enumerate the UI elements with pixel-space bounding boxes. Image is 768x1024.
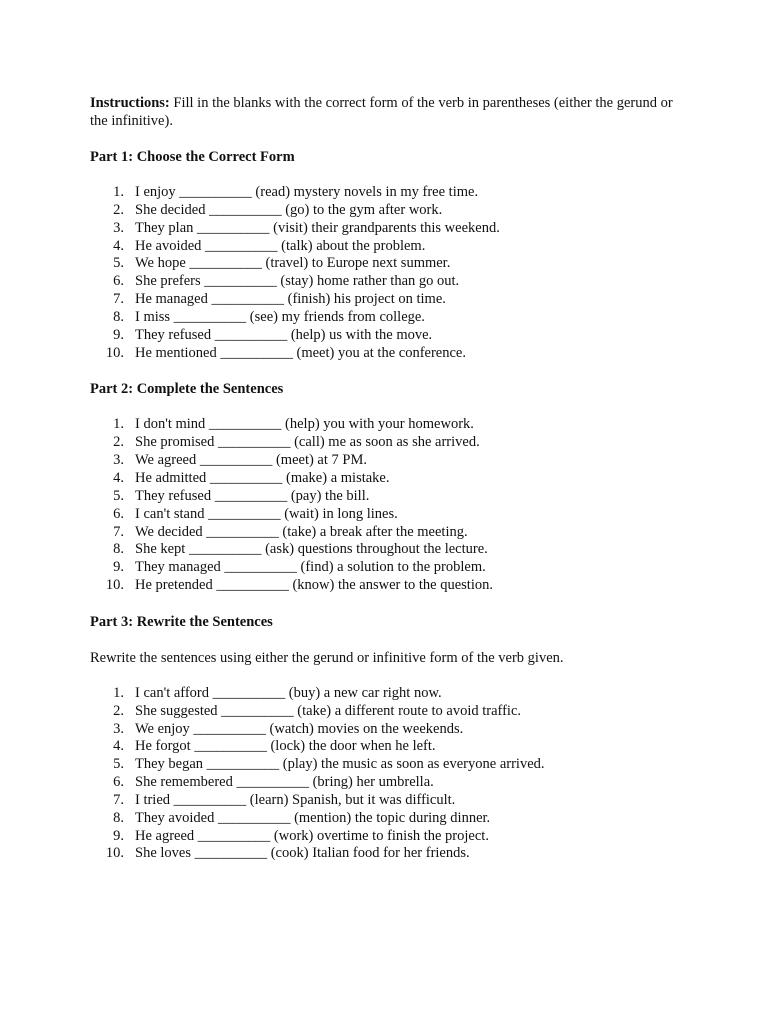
instructions-text: Fill in the blanks with the correct form of the verb in parentheses (either the gerund or the infinitive). xyxy=(90,95,673,129)
list-item xyxy=(90,792,690,810)
item-text: They began __________ (play) the music as soon as everyone arrived. xyxy=(135,756,545,773)
item-number: 8. xyxy=(113,308,124,325)
item-text: She remembered __________ (bring) her umbrella. xyxy=(135,774,434,791)
part3-list xyxy=(90,685,690,863)
item-text: He pretended __________ (know) the answer to the question. xyxy=(135,577,493,594)
item-text: They refused __________ (pay) the bill. xyxy=(135,487,370,504)
list-item xyxy=(90,774,690,792)
item-number: 9. xyxy=(113,827,124,844)
part2-list xyxy=(90,416,690,594)
list-item xyxy=(90,541,690,559)
item-number: 3. xyxy=(113,219,124,236)
list-item xyxy=(90,470,690,488)
item-text: I miss __________ (see) my friends from college. xyxy=(135,308,425,325)
item-number: 3. xyxy=(113,452,124,469)
part3-heading: Part 3: Rewrite the Sentences xyxy=(90,613,273,630)
item-text: They managed __________ (find) a solution to the problem. xyxy=(135,559,486,576)
item-text: She loves __________ (cook) Italian food for her friends. xyxy=(135,845,470,862)
item-number: 4. xyxy=(113,738,124,755)
list-item xyxy=(90,309,690,327)
list-item xyxy=(90,577,690,595)
item-number: 1. xyxy=(113,684,124,701)
item-text: He forgot __________ (lock) the door when he left. xyxy=(135,738,436,755)
part3-intro: Rewrite the sentences using either the gerund or infinitive form of the verb given. xyxy=(90,649,564,666)
list-item xyxy=(90,291,690,309)
list-item xyxy=(90,738,690,756)
item-number: 9. xyxy=(113,559,124,576)
list-item xyxy=(90,506,690,524)
list-item xyxy=(90,452,690,470)
item-number: 7. xyxy=(113,291,124,308)
item-number: 3. xyxy=(113,720,124,737)
item-text: We enjoy __________ (watch) movies on the weekends. xyxy=(135,720,464,737)
item-number: 2. xyxy=(113,201,124,218)
list-item xyxy=(90,434,690,452)
item-number: 10. xyxy=(105,577,124,594)
item-number: 6. xyxy=(113,273,124,290)
list-item xyxy=(90,416,690,434)
item-text: She decided __________ (go) to the gym after work. xyxy=(135,201,443,218)
item-text: I enjoy __________ (read) mystery novels in my free time. xyxy=(135,184,479,200)
list-item xyxy=(90,524,690,542)
item-number: 4. xyxy=(113,469,124,486)
list-item xyxy=(90,559,690,577)
item-text: They plan __________ (visit) their grandparents this weekend. xyxy=(135,219,500,236)
item-text: I can't afford __________ (buy) a new car right now. xyxy=(135,684,442,701)
item-number: 4. xyxy=(113,237,124,254)
list-item xyxy=(90,721,690,739)
item-number: 8. xyxy=(113,541,124,558)
item-number: 6. xyxy=(113,505,124,522)
item-text: He mentioned __________ (meet) you at the conference. xyxy=(135,344,466,361)
item-text: I don't mind __________ (help) you with your homework. xyxy=(135,416,474,433)
item-text: She promised __________ (call) me as soon as she arrived. xyxy=(135,434,480,451)
list-item xyxy=(90,828,690,846)
instructions-label: Instructions: xyxy=(90,95,170,111)
list-item xyxy=(90,238,690,256)
item-number: 7. xyxy=(113,523,124,540)
list-item xyxy=(90,220,690,238)
item-text: She prefers __________ (stay) home rather than go out. xyxy=(135,273,460,290)
item-text: We agreed __________ (meet) at 7 PM. xyxy=(135,452,367,469)
item-text: He agreed __________ (work) overtime to finish the project. xyxy=(135,827,489,844)
item-text: They refused __________ (help) us with the move. xyxy=(135,326,433,343)
list-item xyxy=(90,845,690,863)
item-number: 5. xyxy=(113,487,124,504)
item-text: We hope __________ (travel) to Europe next summer. xyxy=(135,255,451,272)
item-text: She suggested __________ (take) a different route to avoid traffic. xyxy=(135,702,522,719)
part2-heading: Part 2: Complete the Sentences xyxy=(90,381,284,398)
item-text: She kept __________ (ask) questions throughout the lecture. xyxy=(135,541,488,558)
item-text: We decided __________ (take) a break after the meeting. xyxy=(135,523,468,540)
item-text: He admitted __________ (make) a mistake. xyxy=(135,469,390,486)
item-number: 10. xyxy=(105,344,124,361)
item-number: 2. xyxy=(113,434,124,451)
item-number: 8. xyxy=(113,809,124,826)
item-number: 9. xyxy=(113,326,124,343)
item-number: 5. xyxy=(113,255,124,272)
item-text: I can't stand __________ (wait) in long lines. xyxy=(135,505,398,522)
list-item xyxy=(90,255,690,273)
instructions-paragraph xyxy=(90,94,690,130)
item-number: 1. xyxy=(113,416,124,433)
item-number: 1. xyxy=(113,184,124,200)
list-item xyxy=(90,685,690,703)
list-item xyxy=(90,756,690,774)
item-number: 5. xyxy=(113,756,124,773)
list-item xyxy=(90,327,690,345)
item-text: I tried __________ (learn) Spanish, but it was difficult. xyxy=(135,791,456,808)
item-text: He managed __________ (finish) his project on time. xyxy=(135,291,446,308)
part1-heading: Part 1: Choose the Correct Form xyxy=(90,149,295,165)
item-number: 7. xyxy=(113,791,124,808)
item-text: He avoided __________ (talk) about the problem. xyxy=(135,237,426,254)
list-item xyxy=(90,488,690,506)
list-item xyxy=(90,273,690,291)
list-item xyxy=(90,810,690,828)
list-item xyxy=(90,184,690,202)
item-number: 2. xyxy=(113,702,124,719)
item-number: 10. xyxy=(105,845,124,862)
worksheet-page xyxy=(90,94,690,863)
list-item xyxy=(90,703,690,721)
item-text: They avoided __________ (mention) the topic during dinner. xyxy=(135,809,491,826)
list-item xyxy=(90,202,690,220)
part1-list xyxy=(90,184,690,362)
list-item xyxy=(90,345,690,363)
item-number: 6. xyxy=(113,774,124,791)
